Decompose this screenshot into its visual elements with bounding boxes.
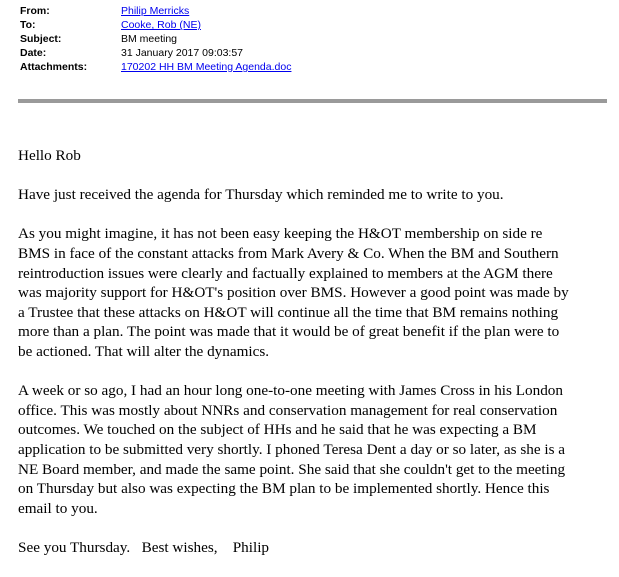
from-link[interactable]: Philip Merricks [121, 5, 190, 17]
body-line: NE Board member, and made the same point. She said that she couldn't get to the meeting [18, 460, 566, 478]
greeting: Hello Rob [18, 147, 81, 164]
body-line: a Trustee that these attacks on H&OT will continue all the time that BM remains nothing [18, 303, 559, 321]
from-label: From: [20, 5, 50, 17]
subject-row [20, 32, 610, 46]
body-line: Have just received the agenda for Thursday which reminded me to write to you. [18, 186, 504, 204]
date-value: 31 January 2017 09:03:57 [121, 47, 244, 59]
date-label: Date: [20, 47, 47, 59]
body-line: was majority support for H&OT's position over BMS. However a good point was made by [18, 284, 569, 302]
body-line: email to you. [18, 499, 98, 517]
email-header [20, 4, 610, 74]
from-row [20, 4, 610, 18]
body-line: BMS in face of the constant attacks from Mark Avery & Co. When the BM and Southern [18, 244, 559, 262]
signoff: See you Thursday. Best wishes, Philip [18, 538, 270, 556]
body-line: A week or so ago, I had an hour long one-to-one meeting with James Cross in his London [18, 382, 563, 400]
email-body [18, 146, 614, 577]
paragraph-2 [18, 224, 614, 361]
body-line: on Thursday but also was expecting the BM plan to be implemented shortly. Hence this [18, 480, 550, 498]
body-line: As you might imagine, it has not been easy keeping the H&OT membership on side re [18, 225, 543, 243]
attachments-row [20, 60, 610, 74]
to-row [20, 18, 610, 32]
body-line: outcomes. We touched on the subject of HHs and he said that he was expecting a BM [18, 421, 537, 439]
header-divider [18, 99, 607, 103]
paragraph-3 [18, 381, 614, 518]
paragraph-1 [18, 185, 614, 205]
body-line: more than a plan. The point was made that it would be of great benefit if the plan were to [18, 323, 560, 341]
body-line: office. This was mostly about NNRs and conservation management for real conservation [18, 401, 558, 419]
date-row [20, 46, 610, 60]
to-label: To: [20, 19, 36, 31]
subject-value: BM meeting [121, 33, 178, 45]
attachment-link[interactable]: 170202 HH BM Meeting Agenda.doc [121, 61, 292, 73]
body-line: application to be submitted very shortly. I phoned Teresa Dent a day or so later, as she is a [18, 440, 566, 458]
attachments-label: Attachments: [20, 61, 88, 73]
subject-label: Subject: [20, 33, 62, 45]
body-line: reintroduction issues were clearly and factually explained to members at the AGM there [18, 264, 553, 282]
to-link[interactable]: Cooke, Rob (NE) [121, 19, 201, 31]
body-line: be actioned. That will alter the dynamics. [18, 342, 270, 360]
